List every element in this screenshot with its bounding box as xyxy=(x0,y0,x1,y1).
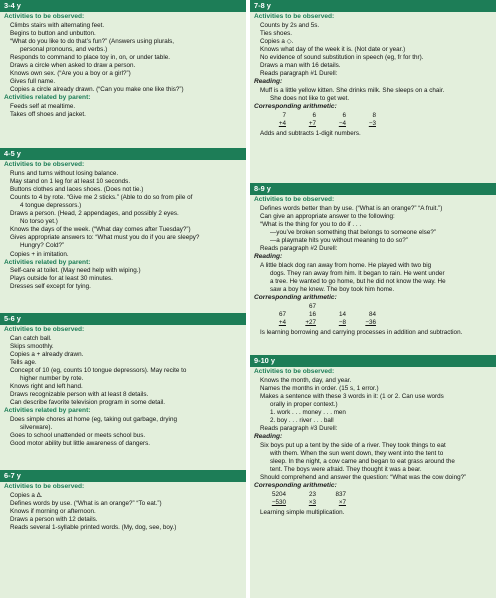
section-header: 9-10 y xyxy=(250,355,496,367)
list-item: Gives appropriate answers to: “What must you do if you are sleepy? xyxy=(10,234,200,242)
section-header: 5-6 y xyxy=(0,313,246,325)
list-item: silverware). xyxy=(20,424,53,432)
list-item: Begins to button and unbutton. xyxy=(10,29,96,37)
list-item: Good motor ability but little awareness of dangers. xyxy=(10,440,151,448)
summary-line: Adds and subtracts 1-digit numbers. xyxy=(260,129,361,137)
arith-bottom: +4 xyxy=(278,119,286,127)
section-5-6y xyxy=(0,313,246,470)
list-item: Gives full name. xyxy=(10,78,56,86)
list-item: Knows the month, day, and year. xyxy=(260,376,352,384)
arith-bottom: +27 xyxy=(305,318,316,326)
section-6-7y xyxy=(0,470,246,598)
list-item: Copies a circle already drawn. (“Can you make one like this?”) xyxy=(10,86,184,94)
reading-line: with them. When the sun went down, they went into the tent to xyxy=(270,449,444,457)
list-item: Counts by 2s and 5s. xyxy=(260,21,320,29)
list-item: Self-care at toilet. (May need help with wiping.) xyxy=(10,267,141,275)
list-item: Runs and turns without losing balance. xyxy=(10,169,119,177)
reading-line: Muff is a little yellow kitten. She drinks milk. She sleeps on a chair. xyxy=(260,86,445,94)
list-item: Climbs stairs with alternating feet. xyxy=(10,21,105,29)
list-item: personal pronouns, and verbs.) xyxy=(20,45,108,53)
list-item: Knows if morning or afternoon. xyxy=(10,507,96,515)
section-header: 7-8 y xyxy=(250,0,496,12)
arith-bottom: +4 xyxy=(278,318,286,326)
list-item: Defines words by use. (“What is an orange?” “To eat.”) xyxy=(10,499,162,507)
list-item: Takes off shoes and jacket. xyxy=(10,111,86,119)
right-column xyxy=(250,0,496,598)
list-item: “What do you like to do that’s fun?” (Answers using plurals, xyxy=(10,37,175,45)
list-item: Ties shoes. xyxy=(260,29,292,37)
arith-top: 14 xyxy=(338,310,346,318)
arith-extra xyxy=(352,303,382,311)
arith-extra xyxy=(322,303,352,311)
arithmetic-label: Corresponding arithmetic: xyxy=(254,482,337,490)
reading-line: A little black dog ran away from home. He played with two big xyxy=(260,261,432,269)
arith-top: 837 xyxy=(335,490,346,498)
list-item: Names the months in order. (15 s, 1 error.) xyxy=(260,384,379,392)
arith-top: 7 xyxy=(282,111,286,119)
list-item: Copies + in imitation. xyxy=(10,250,69,258)
list-item: Makes a sentence with these 3 words in it: (1 or 2. Can use words xyxy=(260,392,444,400)
list-item: Responds to command to place toy in, on, or under table. xyxy=(10,53,170,61)
list-item: Feeds self at mealtime. xyxy=(10,103,76,111)
section-7-8y xyxy=(250,0,496,183)
list-item: Goes to school unattended or meets school bus. xyxy=(10,432,146,440)
arithmetic-label: Corresponding arithmetic: xyxy=(254,103,337,111)
list-item: Tells age. xyxy=(10,358,37,366)
list-item: Reads paragraph #2 Durell: xyxy=(260,245,338,253)
list-item: 1. work . . . money . . . men xyxy=(270,408,346,416)
list-item: 2. boy . . . river . . . ball xyxy=(270,417,334,425)
list-item: Can catch ball. xyxy=(10,334,52,342)
arithmetic-problems xyxy=(254,491,492,507)
parent-label: Activities related by parent: xyxy=(4,258,91,266)
list-item: Draws a person with 12 details. xyxy=(10,515,98,523)
section-9-10y xyxy=(250,355,496,598)
reading-question: Should comprehend and answer the question: “What was the cow doing?” xyxy=(260,474,467,482)
parent-label: Activities related by parent: xyxy=(4,94,91,102)
arith-bottom: ×3 xyxy=(308,499,316,506)
arith-bottom: +7 xyxy=(308,119,316,127)
observed-label: Activities to be observed: xyxy=(254,196,335,203)
reading-label: Reading: xyxy=(254,78,283,86)
arith-bottom: −3 xyxy=(368,119,376,127)
section-3-4y xyxy=(0,0,246,148)
section-4-5y xyxy=(0,148,246,313)
arith-bottom: −36 xyxy=(365,318,376,326)
list-item: Knows what day of the week it is. (Not date or year.) xyxy=(260,45,406,53)
arith-top: 84 xyxy=(368,310,376,318)
reading-line: dogs. They ran away from him. It began to rain. He went under xyxy=(270,269,445,277)
left-column xyxy=(0,0,246,598)
observed-label: Activities to be observed: xyxy=(4,483,85,490)
list-item: Draws a man with 16 details. xyxy=(260,62,341,70)
list-item: Concept of 10 (eg, counts 10 tongue depressors). May recite to xyxy=(10,366,187,374)
list-item: Draws a circle when asked to draw a person. xyxy=(10,62,136,70)
list-item: Knows right and left hand. xyxy=(10,383,83,391)
list-item: Copies a Δ. xyxy=(10,491,43,499)
list-item: orally in proper context.) xyxy=(270,400,338,408)
reading-line: Six boys put up a tent by the side of a river. They took things to eat xyxy=(260,441,446,449)
reading-line: tent. The boys were afraid. They thought it was a bear. xyxy=(270,466,422,474)
list-item: —a playmate hits you without meaning to do so?” xyxy=(270,236,408,244)
list-item: Copies a ◇. xyxy=(260,37,294,45)
list-item: 4 tongue depressors.) xyxy=(20,201,82,209)
arith-top: 67 xyxy=(278,310,286,318)
list-item: Counts to 4 by rote. “Give me 2 sticks.” (Able to do so from pile of xyxy=(10,193,193,201)
list-item: Does simple chores at home (eg, taking out garbage, drying xyxy=(10,416,177,424)
list-item: Reads paragraph #1 Durell: xyxy=(260,70,338,78)
arith-bottom: −8 xyxy=(338,318,346,326)
list-item: higher number by rote. xyxy=(20,375,84,383)
list-item: Can give an appropriate answer to the following: xyxy=(260,212,395,220)
arithmetic-problems xyxy=(254,112,492,128)
observed-label: Activities to be observed: xyxy=(254,368,335,375)
list-item: Reads paragraph #3 Durell: xyxy=(260,425,338,433)
observed-label: Activities to be observed: xyxy=(254,13,335,20)
reading-line: a tree. He wanted to go home, but he did not know the way. He xyxy=(270,277,446,285)
arithmetic-label: Corresponding arithmetic: xyxy=(254,294,337,302)
arith-extra xyxy=(262,303,292,311)
arithmetic-problems xyxy=(254,303,492,327)
parent-label: Activities related by parent: xyxy=(4,407,91,415)
arith-bottom: −4 xyxy=(338,119,346,127)
section-header: 6-7 y xyxy=(0,470,246,482)
summary-line: Is learning borrowing and carrying processes in addition and subtraction. xyxy=(260,329,463,336)
arith-bottom: ×7 xyxy=(338,499,346,506)
observed-label: Activities to be observed: xyxy=(4,161,85,168)
list-item: Skips smoothly. xyxy=(10,342,54,350)
section-header: 8-9 y xyxy=(250,183,496,195)
section-header: 4-5 y xyxy=(0,148,246,160)
list-item: No evidence of sound substitution in speech (eg, fr for thr). xyxy=(260,53,424,61)
list-item: Defines words better than by use. (“What is an orange?” “A fruit.”) xyxy=(260,204,443,212)
observed-label: Activities to be observed: xyxy=(4,13,85,20)
list-item: Knows the days of the week. (“What day comes after Tuesday?”) xyxy=(10,226,191,234)
list-item: Plays outside for at least 30 minutes. xyxy=(10,275,113,283)
section-8-9y xyxy=(250,183,496,355)
list-item: Draws a person. (Head, 2 appendages, and possibly 2 eyes. xyxy=(10,210,179,218)
arith-top: 6 xyxy=(342,111,346,119)
arith-top: 6 xyxy=(312,111,316,119)
list-item: No torso yet.) xyxy=(20,218,58,226)
list-item: Copies a + already drawn. xyxy=(10,350,84,358)
arith-top: 23 xyxy=(308,490,316,498)
list-item: Reads several 1-syllable printed words. (My, dog, see, boy.) xyxy=(10,523,177,531)
arith-top: 8 xyxy=(372,111,376,119)
list-item: Knows own sex. (“Are you a boy or a girl?”) xyxy=(10,70,131,78)
list-item: Buttons clothes and laces shoes. (Does not tie.) xyxy=(10,185,144,193)
list-item: “What is the thing for you to do if . . . xyxy=(260,220,362,228)
list-item: Draws recognizable person with at least 8 details. xyxy=(10,391,149,399)
reading-label: Reading: xyxy=(254,433,283,441)
reading-line: saw a boy he knew. The boy took him home. xyxy=(270,286,395,294)
reading-line: sleep. In the night, a cow came and began to eat grass around the xyxy=(270,458,455,466)
reading-line: She does not like to get wet. xyxy=(270,94,350,102)
section-header: 3-4 y xyxy=(0,0,246,12)
list-item: —you’ve broken something that belongs to someone else?” xyxy=(270,228,436,236)
list-item: Hungry? Cold?” xyxy=(20,242,65,250)
arith-extra: 67 xyxy=(308,302,316,310)
summary-line: Learning simple multiplication. xyxy=(260,509,345,517)
list-item: May stand on 1 leg for at least 10 seconds. xyxy=(10,177,131,185)
list-item: Dresses self except for tying. xyxy=(10,283,91,291)
arith-bottom: −530 xyxy=(271,499,286,506)
observed-label: Activities to be observed: xyxy=(4,326,85,333)
arith-top: 16 xyxy=(308,310,316,318)
reading-label: Reading: xyxy=(254,253,283,261)
list-item: Can describe favorite television program in some detail. xyxy=(10,399,166,407)
arith-top: 5204 xyxy=(271,490,286,498)
